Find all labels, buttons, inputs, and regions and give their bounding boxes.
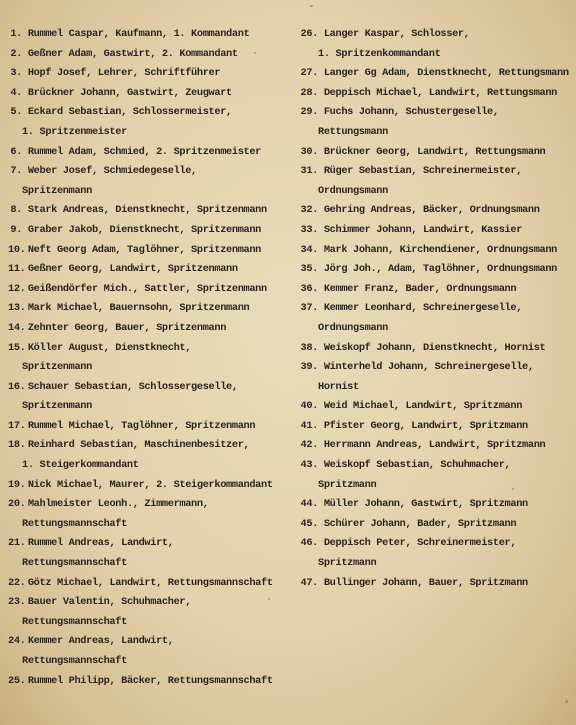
member-entry — [298, 162, 570, 182]
member-entry — [298, 358, 570, 378]
member-text: Müller Johann, Gastwirt, Spritzmann — [323, 498, 528, 511]
member-text: Bauer Valentin, Schuhmacher, — [27, 596, 192, 609]
member-text: Spritzenmann — [22, 400, 92, 413]
member-entry-continuation — [8, 358, 296, 378]
member-text: Schauer Sebastian, Schlossergeselle, — [27, 380, 238, 393]
member-number: 45. — [300, 517, 318, 530]
member-entry-continuation — [298, 45, 570, 65]
paper-speck — [310, 5, 313, 7]
member-entry — [8, 64, 296, 84]
member-number: 27. — [300, 67, 318, 80]
member-number: 21. — [8, 537, 26, 550]
member-number: 4. — [10, 86, 22, 99]
member-number: 13. — [8, 302, 26, 315]
paper-speck — [254, 52, 256, 54]
member-number: 28. — [300, 86, 318, 99]
member-number: 32. — [300, 204, 318, 217]
member-entry — [298, 241, 570, 261]
member-entry-continuation — [8, 456, 296, 476]
member-entry — [8, 84, 296, 104]
member-text: Weiskopf Sebastian, Schuhmacher, — [323, 459, 511, 472]
member-text: Zehnter Georg, Bauer, Spritzenmann — [27, 321, 227, 334]
member-number: 10. — [8, 243, 26, 256]
member-number: 6. — [10, 145, 22, 158]
member-number: 30. — [300, 145, 318, 158]
member-text: Geißendörfer Mich., Sattler, Spritzenmann — [27, 282, 267, 295]
member-number: 31. — [300, 165, 318, 178]
member-entry-continuation — [8, 613, 296, 633]
member-text: Mahlmeister Leonh., Zimmermann, — [27, 498, 209, 511]
member-entry — [298, 143, 570, 163]
member-entry — [8, 534, 296, 554]
member-entry — [8, 672, 296, 692]
member-entry-continuation — [298, 554, 570, 574]
member-text: Jörg Joh., Adam, Taglöhner, Ordnungsmann — [323, 263, 558, 276]
member-text: Rettungsmannschaft — [22, 655, 127, 667]
member-text: Mark Johann, Kirchendiener, Ordnungsmann — [323, 243, 558, 256]
member-entry — [8, 162, 296, 182]
paper-speck — [565, 700, 568, 703]
member-text: Ordnungsmann — [318, 184, 388, 197]
member-number: 35. — [300, 263, 318, 276]
member-number: 47. — [300, 576, 318, 589]
member-entry — [8, 593, 296, 613]
member-text: Weid Michael, Landwirt, Spritzmann — [323, 400, 523, 413]
member-number: 46. — [300, 537, 318, 550]
member-entry — [8, 476, 296, 496]
member-entry-continuation — [298, 476, 570, 496]
member-entry — [8, 45, 296, 65]
member-entry-continuation — [298, 182, 570, 202]
member-entry-continuation — [8, 397, 296, 417]
member-text: Ordnungsmann — [318, 321, 388, 334]
member-number: 23. — [8, 596, 26, 609]
member-entry — [298, 299, 570, 319]
member-text: Rettungsmannschaft — [22, 615, 127, 628]
member-entry — [8, 241, 296, 261]
member-number: 36. — [300, 282, 318, 295]
member-text: Geßner Georg, Landwirt, Spritzenmann — [27, 263, 238, 276]
member-number: 22. — [8, 576, 26, 589]
member-text: Rummel Michael, Taglöhner, Spritzenmann — [27, 419, 256, 432]
member-number: 34. — [300, 243, 318, 256]
member-entry — [298, 495, 570, 515]
member-entry — [298, 456, 570, 476]
member-list-right-column — [298, 25, 570, 593]
member-entry — [298, 397, 570, 417]
member-number: 26. — [300, 28, 318, 40]
member-text: Kemmer Franz, Bader, Ordnungsmann — [323, 282, 517, 295]
member-text: Spritzenmann — [22, 184, 92, 197]
member-text: Herrmann Andreas, Landwirt, Spritzmann — [323, 439, 546, 452]
member-entry — [298, 417, 570, 437]
member-text: Graber Jakob, Dienstknecht, Spritzenmann — [27, 223, 262, 236]
member-text: Spritzmann — [318, 557, 377, 570]
member-entry — [8, 632, 296, 652]
member-entry — [8, 436, 296, 456]
member-text: Hornist — [318, 380, 359, 393]
member-text: Kemmer Leonhard, Schreinergeselle, — [323, 302, 523, 315]
member-entry — [298, 339, 570, 359]
member-number: 29. — [300, 106, 318, 119]
member-entry — [298, 260, 570, 280]
member-number: 37. — [300, 302, 318, 315]
member-number: 9. — [10, 223, 22, 236]
member-text: Schimmer Johann, Landwirt, Kassier — [323, 223, 523, 236]
member-entry — [298, 84, 570, 104]
member-number: 40. — [300, 400, 318, 413]
member-text: Köller August, Dienstknecht, — [27, 341, 192, 354]
member-number: 39. — [300, 361, 318, 374]
member-entry — [8, 378, 296, 398]
member-entry — [298, 201, 570, 221]
member-text: Kemmer Andreas, Landwirt, — [27, 635, 174, 648]
member-text: Pfister Georg, Landwirt, Spritzmann — [323, 419, 528, 432]
member-entry — [8, 299, 296, 319]
member-text: Deppisch Michael, Landwirt, Rettungsmann — [323, 86, 558, 99]
member-text: Deppisch Peter, Schreinermeister, — [323, 537, 517, 550]
paper-speck — [512, 488, 514, 490]
member-text: Rummel Adam, Schmied, 2. Spritzenmeister — [27, 145, 262, 158]
member-text: Weber Josef, Schmiedegeselle, — [27, 165, 197, 178]
member-text: Nick Michael, Maurer, 2. Steigerkommandant — [27, 478, 273, 491]
member-text: 1. Spritzenkommandant — [318, 47, 441, 60]
member-entry-continuation — [8, 652, 296, 672]
member-number: 3. — [10, 67, 22, 80]
member-entry-continuation — [298, 319, 570, 339]
member-entry — [8, 319, 296, 339]
member-text: Brückner Georg, Landwirt, Rettungsmann — [323, 145, 546, 158]
member-number: 7. — [10, 165, 22, 178]
member-text: Rummel Caspar, Kaufmann, 1. Kommandant — [27, 28, 250, 40]
member-entry — [8, 25, 296, 45]
member-text: Rüger Sebastian, Schreinermeister, — [323, 165, 523, 178]
member-number: 14. — [8, 321, 26, 334]
member-text: Spritzmann — [318, 478, 377, 491]
member-text: 1. Steigerkommandant — [22, 459, 139, 472]
member-number: 20. — [8, 498, 26, 511]
member-text: Langer Kaspar, Schlosser, — [323, 28, 470, 40]
member-entry — [8, 280, 296, 300]
paper-speck — [268, 598, 270, 600]
member-entry — [8, 103, 296, 123]
member-text: Hopf Josef, Lehrer, Schriftführer — [27, 67, 221, 80]
member-entry-continuation — [8, 123, 296, 143]
member-text: Mark Michael, Bauernsohn, Spritzenmann — [27, 302, 250, 315]
member-text: Neft Georg Adam, Taglöhner, Spritzenmann — [27, 243, 262, 256]
member-entry — [298, 103, 570, 123]
member-text: Weiskopf Johann, Dienstknecht, Hornist — [323, 341, 546, 354]
member-text: Götz Michael, Landwirt, Rettungsmannschaft — [27, 576, 273, 589]
member-entry — [8, 221, 296, 241]
member-number: 11. — [8, 263, 26, 276]
member-entry-continuation — [8, 554, 296, 574]
member-entry-continuation — [298, 123, 570, 143]
member-entry — [8, 417, 296, 437]
member-number: 5. — [10, 106, 22, 119]
member-text: Rettungsmannschaft — [22, 557, 127, 570]
member-entry — [298, 574, 570, 594]
member-text: Schürer Johann, Bader, Spritzmann — [323, 517, 517, 530]
member-entry — [298, 515, 570, 535]
member-text: Gehring Andreas, Bäcker, Ordnungsmann — [323, 204, 540, 217]
member-number: 43. — [300, 459, 318, 472]
member-text: 1. Spritzenmeister — [22, 125, 127, 138]
member-number: 12. — [8, 282, 26, 295]
member-entry — [8, 201, 296, 221]
member-entry — [8, 574, 296, 594]
member-text: Bullinger Johann, Bauer, Spritzmann — [323, 576, 528, 589]
member-number: 15. — [8, 341, 26, 354]
member-list-left-column — [8, 25, 296, 691]
member-entry — [298, 534, 570, 554]
member-number: 8. — [10, 204, 22, 217]
member-text: Rettungsmann — [318, 125, 388, 138]
member-entry — [8, 143, 296, 163]
member-text: Langer Gg Adam, Dienstknecht, Rettungsmann — [323, 67, 569, 80]
member-entry — [8, 260, 296, 280]
member-number: 41. — [300, 419, 318, 432]
member-number: 1. — [10, 28, 22, 40]
member-entry — [8, 339, 296, 359]
member-number: 33. — [300, 223, 318, 236]
member-number: 19. — [8, 478, 26, 491]
member-text: Rettungsmannschaft — [22, 517, 127, 530]
member-entry-continuation — [298, 378, 570, 398]
member-text: Winterheld Johann, Schreinergeselle, — [323, 361, 534, 374]
member-entry — [298, 280, 570, 300]
member-number: 18. — [8, 439, 26, 452]
member-entry-continuation — [8, 182, 296, 202]
member-text: Stark Andreas, Dienstknecht, Spritzenmann — [27, 204, 267, 217]
member-entry — [298, 221, 570, 241]
member-text: Fuchs Johann, Schustergeselle, — [323, 106, 499, 119]
member-text: Rummel Philipp, Bäcker, Rettungsmannschaft — [27, 674, 273, 687]
member-text: Eckard Sebastian, Schlossermeister, — [27, 106, 232, 119]
member-entry — [298, 25, 570, 45]
member-number: 2. — [10, 47, 22, 60]
member-entry — [8, 495, 296, 515]
member-entry — [298, 64, 570, 84]
member-text: Rummel Andreas, Landwirt, — [27, 537, 174, 550]
member-number: 25. — [8, 674, 26, 687]
member-number: 42. — [300, 439, 318, 452]
member-entry-continuation — [8, 515, 296, 535]
member-number: 24. — [8, 635, 26, 648]
member-number: 17. — [8, 419, 26, 432]
member-text: Brückner Johann, Gastwirt, Zeugwart — [27, 86, 232, 99]
member-number: 16. — [8, 380, 26, 393]
member-number: 44. — [300, 498, 318, 511]
member-text: Reinhard Sebastian, Maschinenbesitzer, — [27, 439, 250, 452]
member-text: Geßner Adam, Gastwirt, 2. Kommandant — [27, 47, 238, 60]
member-text: Spritzenmann — [22, 361, 92, 374]
member-number: 38. — [300, 341, 318, 354]
member-entry — [298, 436, 570, 456]
